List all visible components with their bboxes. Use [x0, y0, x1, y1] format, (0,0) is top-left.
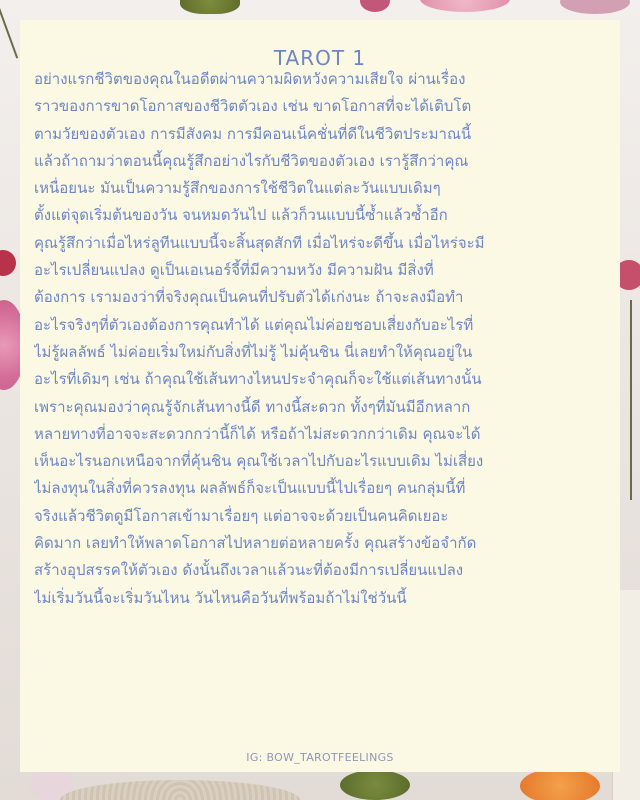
body-line: คุณรู้สึกว่าเมื่อไหร่ลูทีนแบบนี้จะสิ้นสุดสักที เมื่อไหร่จะดีขึ้น เมื่อไหร่จะมี — [34, 233, 485, 252]
body-line: อะไรที่เดิมๆ เช่น ถ้าคุณใช้เส้นทางไหนประจำคุณก็จะใช้แต่เส้นทางนั้น — [34, 370, 482, 389]
body-line: อย่างแรกชีวิตของคุณในอดีตผ่านความผิดหวังความเสียใจ ผ่านเรื่อง — [34, 70, 466, 88]
flower-stem — [630, 300, 632, 500]
text-card — [20, 20, 620, 772]
body-line: อะไรจริงๆที่ตัวเองต้องการคุณทำได้ แต่คุณไม่ค่อยชอบเสี่ยงกับอะไรที่ — [34, 315, 474, 334]
body-line: ไม่เริ่มวันนี้จะเริ่มวันไหน วันไหนคือวันที่พร้อมถ้าไม่ใช่วันนี้ — [34, 588, 407, 607]
body-line: คิดมาก เลยทำให้พลาดโอกาสไปหลายต่อหลายครั้ง คุณสร้างข้อจำกัด — [34, 534, 477, 553]
leaf-cluster — [340, 770, 410, 800]
body-line: ตามวัยของตัวเอง การมีสังคม การมีคอนเน็คชั่นที่ดีในชีวิตประมาณนี้ — [34, 124, 472, 143]
body-line: เห็นอะไรนอกเหนือจากที่คุ้นชิน คุณใช้เวลาไปกับอะไรแบบเดิม ไม่เสี่ยง — [34, 452, 484, 471]
body-line: แล้วถ้าถามว่าตอนนี้คุณรู้สึกอย่างไรกับชีวิตของตัวเอง เรารู้สึกว่าคุณ — [34, 151, 469, 170]
body-line: เพราะคุณมองว่าคุณรู้จักเส้นทางนี้ดี ทางนี้สะดวก ทั้งๆที่มันมีอีกหลาก — [34, 397, 471, 416]
body-line: ไม่ลงทุนในสิ่งที่ควรลงทุน ผลลัพธ์ก็จะเป็นแบบนี้ไปเรื่อยๆ คนกลุ่มนี้ที่ — [34, 479, 466, 498]
orange-flower — [520, 768, 600, 800]
body-line: สร้างอุปสรรคให้ตัวเอง ดังนั้นถึงเวลาแล้วนะที่ต้องมีการเปลี่ยนแปลง — [34, 561, 464, 580]
body-line: ตั้งแต่จุดเริ่มต้นของวัน จนหมดวันไป แล้วก็วนแบบนี้ซ้ำแล้วซ้ำอีก — [34, 206, 448, 225]
card-body — [34, 66, 608, 612]
body-line: จริงแล้วชีวิตดูมีโอกาสเข้ามาเรื่อยๆ แต่อาจจะด้วยเป็นคนคิดเยอะ — [34, 506, 449, 525]
body-line: ต้องการ เรามองว่าที่จริงคุณเป็นคนที่ปรับตัวได้เก่งนะ ถ้าจะลงมือทำ — [34, 288, 464, 307]
body-line: ราวของการขาดโอกาสของชีวิตตัวเอง เช่น ขาดโอกาสที่จะได้เติบโต — [34, 97, 472, 116]
body-line: หลายทางที่อาจจะสะดวกกว่านี้ก็ได้ หรือถ้าไม่สะดวกกว่าเดิม คุณจะได้ — [34, 424, 481, 443]
instagram-credit: IG: BOW_TAROTFEELINGS — [246, 751, 394, 764]
body-line: เหนื่อยนะ มันเป็นความรู้สึกของการใช้ชีวิตในแต่ละวันแบบเดิมๆ — [34, 179, 441, 198]
body-line: ไม่รู้ผลลัพธ์ ไม่ค่อยเริ่มใหม่กับสิ่งที่ไม่รู้ ไม่คุ้นชิน นี่เลยทำให้คุณอยู่ใน — [34, 342, 473, 361]
card-title: TAROT 1 — [273, 46, 367, 70]
body-line: อะไรเปลี่ยนแปลง ดูเป็นเอเนอร์จี้ที่มีความหวัง มีความฝัน มีสิ่งที่ — [34, 261, 434, 280]
